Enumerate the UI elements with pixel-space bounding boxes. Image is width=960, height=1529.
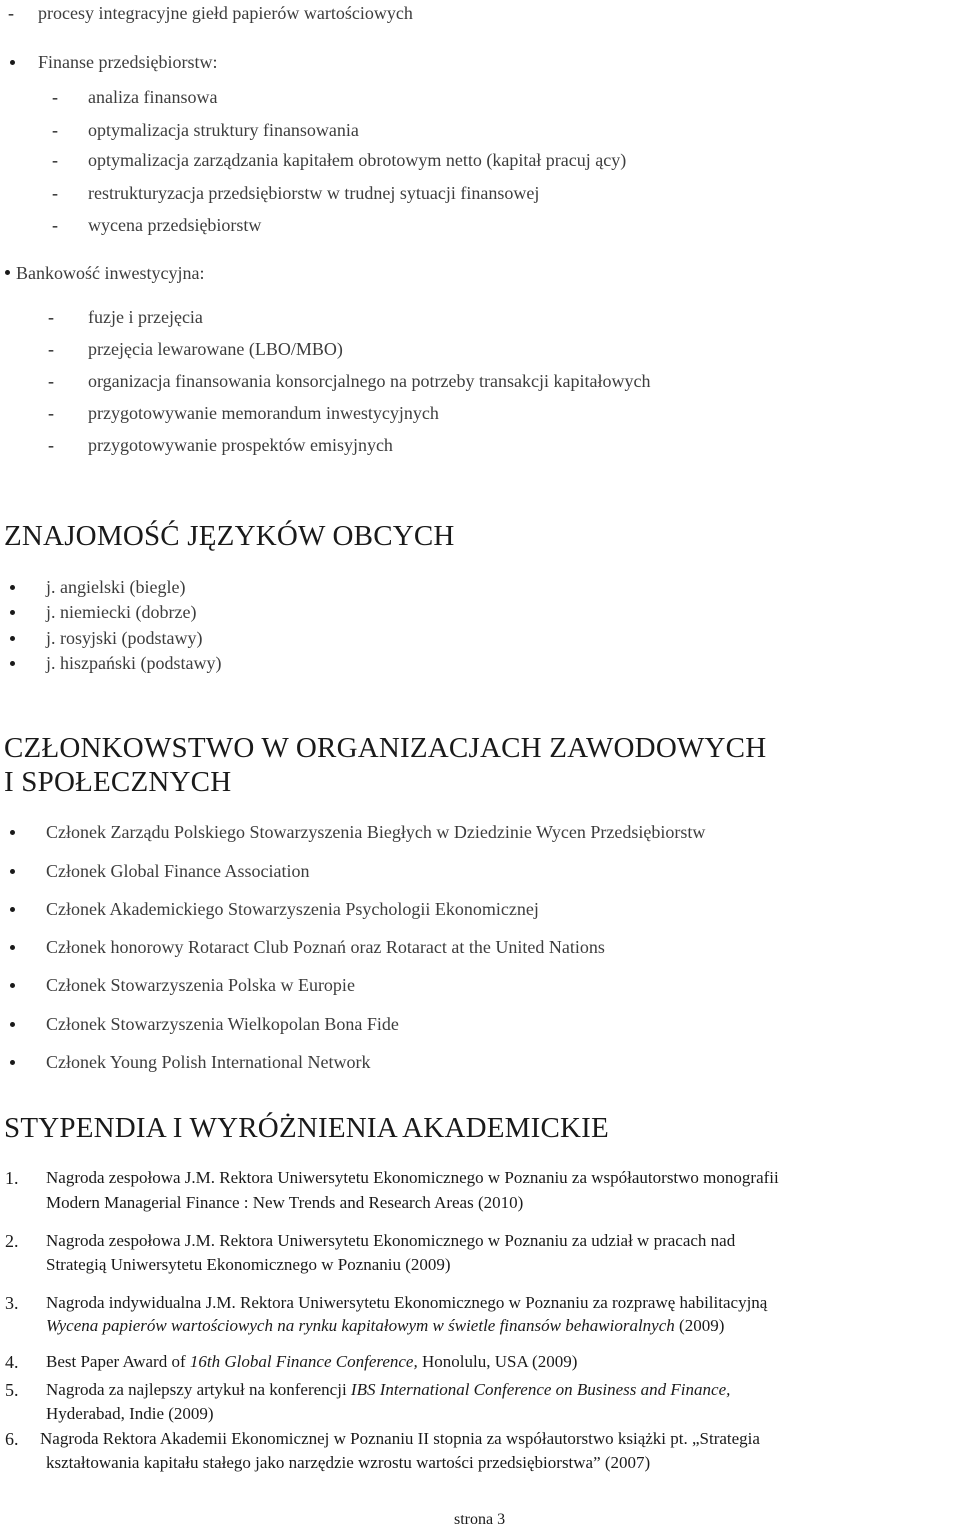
bullet-icon [10,830,15,835]
list-item: j. rosyjski (podstawy) [46,628,203,648]
dash-marker: - [48,371,54,391]
section-heading-languages: ZNAJOMOŚĆ JĘZYKÓW OBCYCH [4,520,455,552]
list-item: j. niemiecki (dobrze) [46,602,197,622]
award-italic-title: 16th Global Finance Conference, [189,1352,418,1371]
bullet-icon [10,1022,15,1027]
dash-marker: - [52,87,58,107]
list-item: procesy integracyjne giełd papierów wartościowych [38,3,413,23]
dash-marker: - [48,307,54,327]
award-text-continued: kształtowania kapitału stałego jako narzędzie wzrostu wartości przedsiębiorstwa” (2007) [46,1453,651,1472]
award-number: 5. [5,1380,19,1400]
dash-marker: - [52,183,58,203]
award-text-pre: Nagroda za najlepszy artykuł na konferencji [46,1380,351,1399]
bullet-icon [10,1060,15,1065]
list-item: przygotowywanie memorandum inwestycyjnych [88,403,439,423]
bullet-icon [10,945,15,950]
page-number: strona 3 [454,1511,506,1528]
list-item: Członek honorowy Rotaract Club Poznań oraz Rotaract at the United Nations [46,937,605,957]
list-item: Członek Global Finance Association [46,861,310,881]
award-text-continued: Modern Managerial Finance : New Trends and Research Areas (2010) [46,1193,524,1212]
list-item: przygotowywanie prospektów emisyjnych [88,435,393,455]
bullet-icon [10,983,15,988]
list-item: optymalizacja struktury finansowania [88,120,359,140]
award-text-continued [46,1315,724,1337]
dash-marker: - [48,339,54,359]
list-item: Członek Stowarzyszenia Polska w Europie [46,975,355,995]
dash-marker: - [52,215,58,235]
dash-marker: - [8,3,14,23]
award-text [46,1351,577,1373]
list-item: analiza finansowa [88,87,218,107]
section-title-finance: Finanse przedsiębiorstw: [38,52,218,72]
list-item: Członek Young Polish International Network [46,1052,371,1072]
bullet-icon [10,610,15,615]
dash-marker: - [48,403,54,423]
award-text: Nagroda indywidualna J.M. Rektora Uniwersytetu Ekonomicznego w Poznaniu za rozprawę habilitacyjną [46,1293,768,1312]
award-text: Nagroda zespołowa J.M. Rektora Uniwersytetu Ekonomicznego w Poznaniu za udział w pracach nad [46,1231,736,1250]
section-title-banking: Bankowość inwestycyjna: [16,263,205,283]
award-text-post: Honolulu, USA (2009) [417,1352,578,1371]
section-heading-memberships: CZŁONKOWSTWO W ORGANIZACJACH ZAWODOWYCH [4,732,767,764]
list-item: fuzje i przejęcia [88,307,203,327]
award-number: 2. [5,1231,19,1251]
bullet-icon [10,907,15,912]
award-italic-title: IBS International Conference on Business and Finance, [350,1380,731,1399]
award-text: Nagroda Rektora Akademii Ekonomicznej w Poznaniu II stopnia za współautorstwo książki pt. „Strategia [40,1429,760,1448]
bullet-icon [10,585,15,590]
award-text: Nagroda zespołowa J.M. Rektora Uniwersytetu Ekonomicznego w Poznaniu za współautorstwo monografii [46,1168,779,1187]
dash-marker: - [48,435,54,455]
bullet-icon [10,60,15,65]
award-text-continued: Hyderabad, Indie (2009) [46,1404,214,1423]
bullet-icon [10,661,15,666]
award-year: (2009) [674,1316,725,1335]
award-text-continued: Strategią Uniwersytetu Ekonomicznego w Poznaniu (2009) [46,1255,451,1274]
list-item: j. hiszpański (podstawy) [46,653,222,673]
list-item: Członek Akademickiego Stowarzyszenia Psychologii Ekonomicznej [46,899,539,919]
list-item: organizacja finansowania konsorcjalnego na potrzeby transakcji kapitałowych [88,371,651,391]
bullet-icon [10,869,15,874]
list-item: optymalizacja zarządzania kapitałem obrotowym netto (kapitał pracuj ący) [88,150,627,170]
dash-marker: - [52,150,58,170]
list-item: j. angielski (biegle) [46,577,186,597]
award-number: 1. [5,1168,19,1188]
section-heading-memberships-line2: I SPOŁECZNYCH [4,766,232,798]
award-number: 4. [5,1352,19,1372]
list-item: Członek Zarządu Polskiego Stowarzyszenia Biegłych w Dziedzinie Wycen Przedsiębiorstw [46,822,706,842]
list-item: Członek Stowarzyszenia Wielkopolan Bona Fide [46,1014,399,1034]
award-number: 3. [5,1293,19,1313]
bullet-icon [10,636,15,641]
award-text-pre: Best Paper Award of [46,1352,190,1371]
list-item: restrukturyzacja przedsiębiorstw w trudnej sytuacji finansowej [88,183,540,203]
section-heading-awards: STYPENDIA I WYRÓŻNIENIA AKADEMICKIE [4,1112,609,1144]
list-item: przejęcia lewarowane (LBO/MBO) [88,339,343,359]
bullet-icon [5,270,10,275]
dash-marker: - [52,120,58,140]
award-text [46,1379,730,1401]
award-number: 6. [5,1429,19,1449]
list-item: wycena przedsiębiorstw [88,215,262,235]
award-italic-title: Wycena papierów wartościowych na rynku kapitałowym w świetle finansów behawioralnych [46,1316,675,1335]
